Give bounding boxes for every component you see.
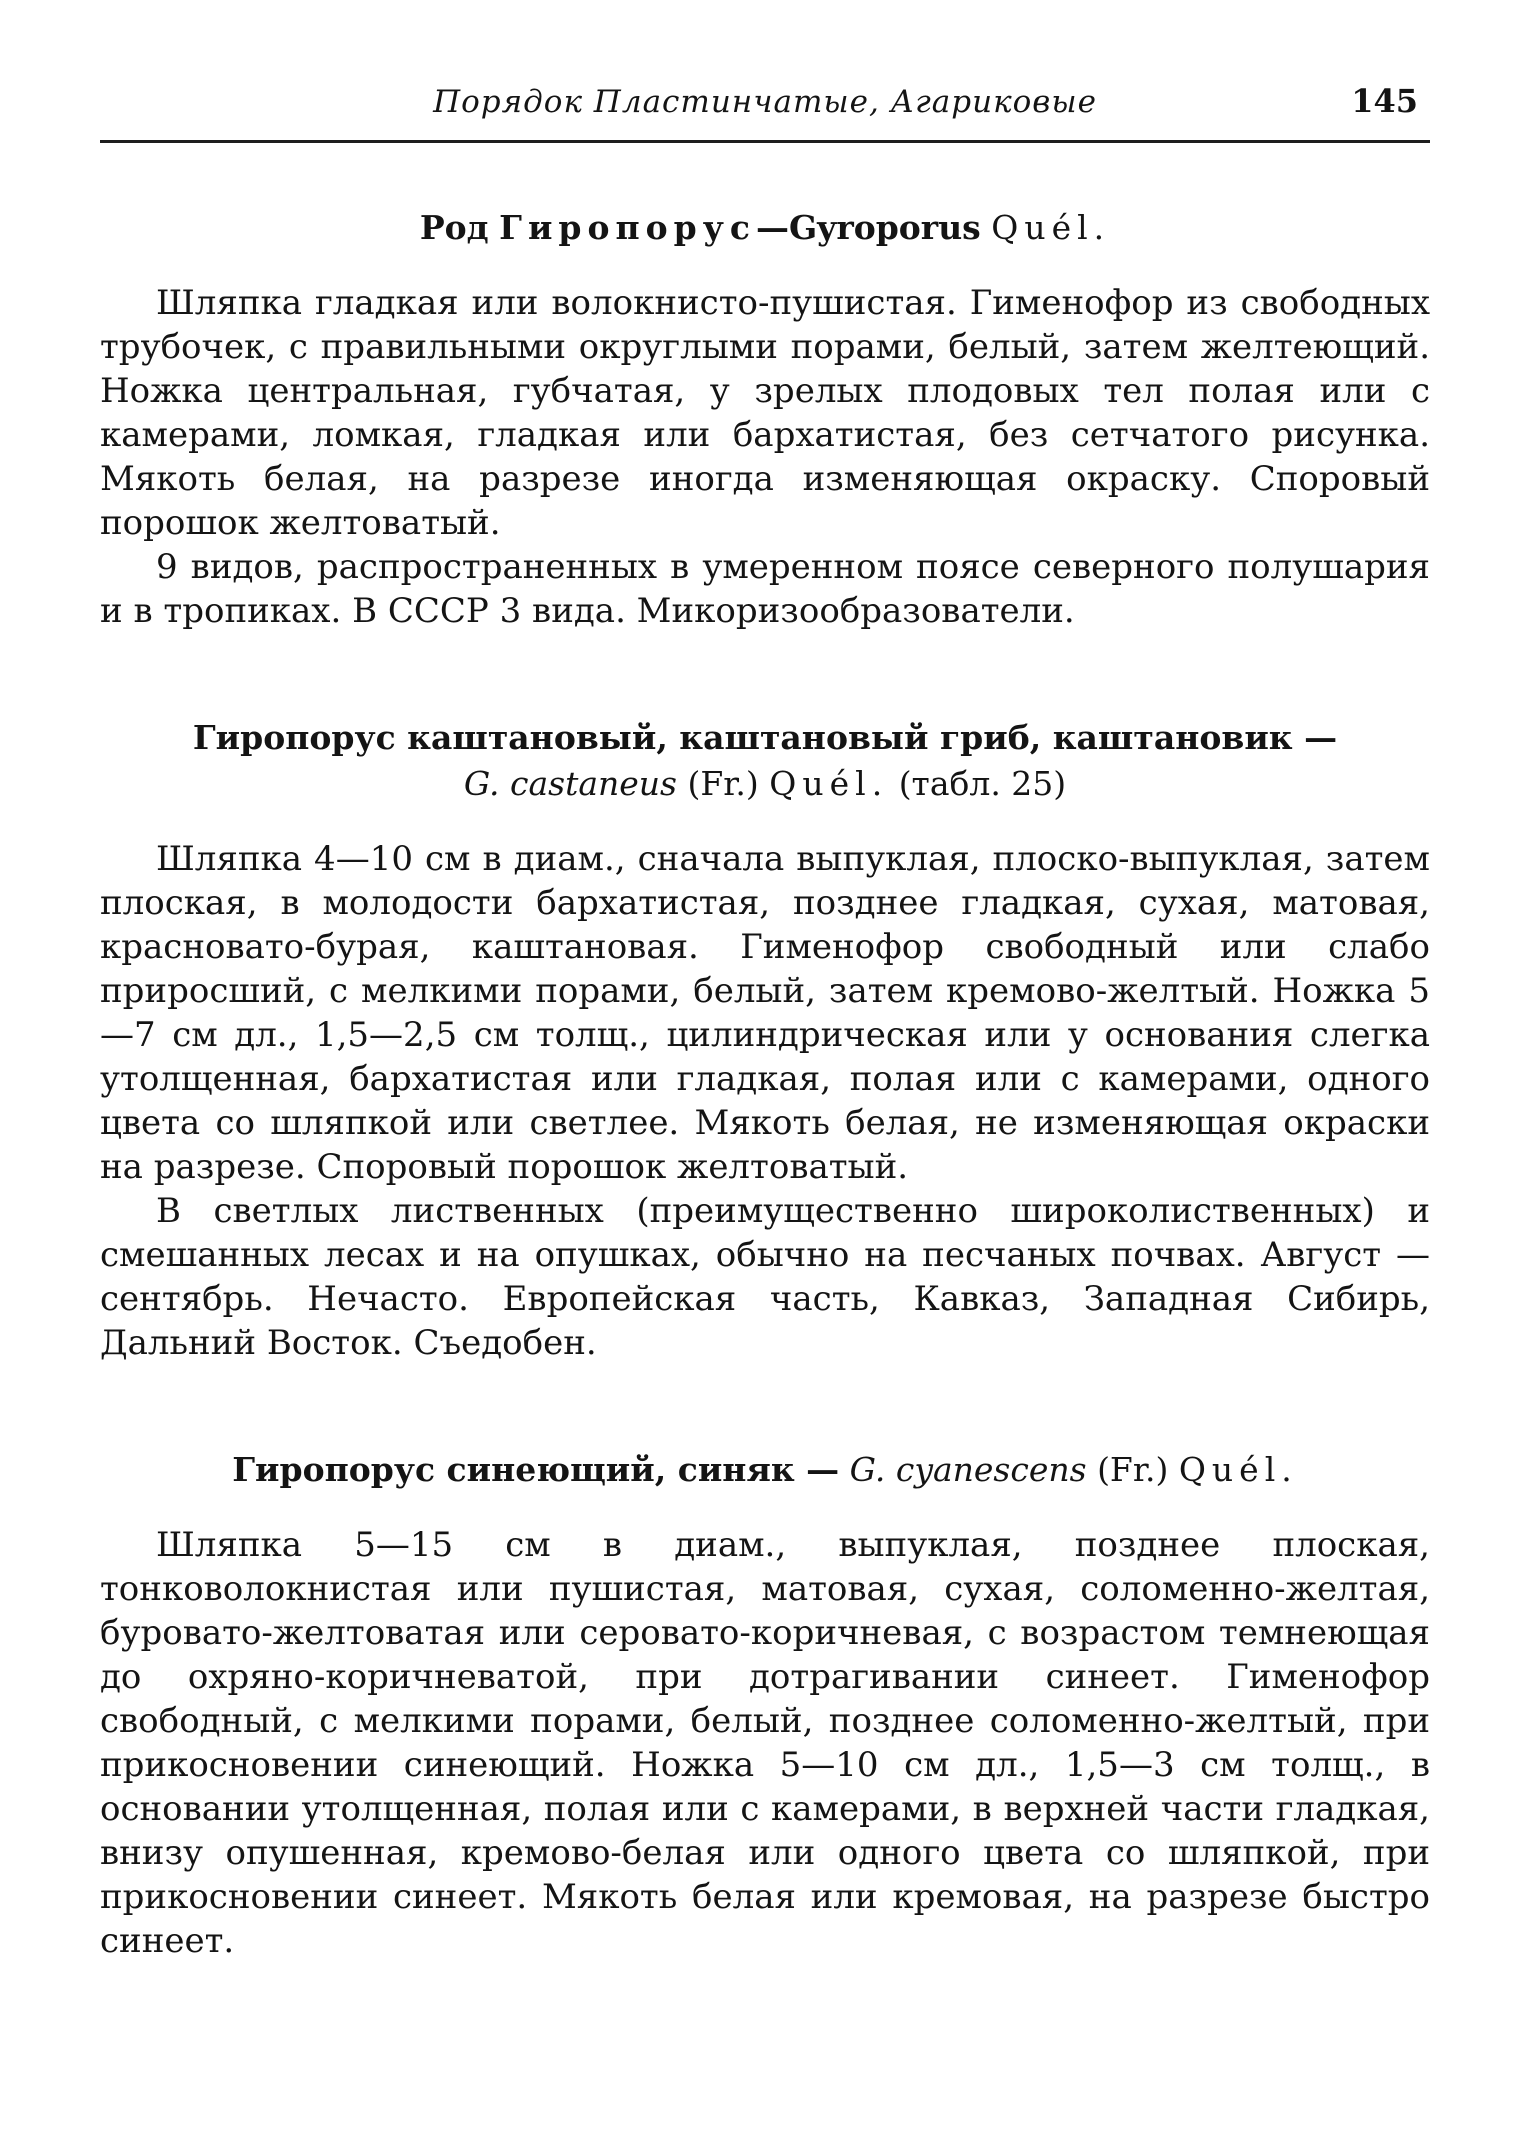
genus-dash: — (755, 208, 789, 247)
species-heading-castaneus (100, 715, 1430, 807)
genus-heading (100, 205, 1430, 251)
genus-name-latin: Gyroporus (788, 208, 981, 247)
paragraph: Шляпка гладкая или волокнисто-пушистая. Гименофор из свободных трубочек, с правильными округлыми порами, белый, затем желтеющий. Ножка центральная, губчатая, у зрелых плодовых тел полая или с камерами, ломкая, гладкая или бархатистая, без сетчатого рисунка. Мякоть белая, на разрезе иногда изменяющая окраску. Споровый порошок желтоватый. (100, 283, 1430, 543)
genus-description (100, 281, 1430, 633)
species-author: Quél. (769, 764, 889, 803)
species-description-cyanescens (100, 1523, 1430, 1963)
species-description-castaneus (100, 837, 1430, 1365)
species-basionym-author: (Fr.) (1097, 1450, 1169, 1489)
plate-reference: (табл. 25) (898, 764, 1067, 803)
genus-author: Quél. (991, 208, 1111, 247)
species-latin-name: G. cyanescens (849, 1450, 1087, 1489)
species-common-names: Гиропорус синеющий, синяк — (232, 1450, 840, 1489)
genus-name-ru: Гиропорус (499, 208, 756, 247)
paragraph: В светлых лиственных (преимущественно широколиственных) и смешанных лесах и на опушках, обычно на песчаных почвах. Август — сентябрь. Нечасто. Европейская часть, Кавказ, Западная Сибирь, Дальний Восток. Съедобен. (100, 1191, 1430, 1363)
species-heading-cyanescens (100, 1447, 1430, 1493)
paragraph: Шляпка 4—10 см в диам., сначала выпуклая, плоско-выпуклая, затем плоская, в молодости бархатистая, позднее гладкая, сухая, матовая, красновато-бурая, каштановая. Гименофор свободный или слабо приросший, с мелкими порами, белый, затем кремово-желтый. Ножка 5—7 см дл., 1,5—2,5 см толщ., цилиндрическая или у основания слегка утолщенная, бархатистая или гладкая, полая или с камерами, одного цвета со шляпкой или светлее. Мякоть белая, не изменяющая окраски на разрезе. Споровый порошок желтоватый. (100, 839, 1430, 1187)
species-basionym-author: (Fr.) (687, 764, 759, 803)
species-author: Quél. (1178, 1450, 1298, 1489)
running-header (100, 82, 1430, 143)
species-common-names: Гиропорус каштановый, каштановый гриб, каштановик — (192, 718, 1338, 757)
species-latin-name: G. castaneus (463, 764, 677, 803)
book-page (100, 82, 1430, 1963)
page-number: 145 (1351, 82, 1418, 120)
paragraph: 9 видов, распространенных в умеренном поясе северного полушария и в тропиках. В СССР 3 вида. Микоризообразователи. (100, 547, 1430, 631)
paragraph: Шляпка 5—15 см в диам., выпуклая, позднее плоская, тонковолокнистая или пушистая, матовая, сухая, соломенно-желтая, буровато-желтоватая или серовато-коричневая, с возрастом темнеющая до охряно-коричневатой, при дотрагивании синеет. Гименофор свободный, с мелкими порами, белый, позднее соломенно-желтый, при прикосновении синеющий. Ножка 5—10 см дл., 1,5—3 см толщ., в основании утолщенная, полая или с камерами, в верхней части гладкая, внизу опушенная, кремово-белая или одного цвета со шляпкой, при прикосновении синеет. Мякоть белая или кремовая, на разрезе быстро синеет. (100, 1525, 1430, 1961)
genus-prefix: Род (419, 208, 489, 247)
running-title: Порядок Пластинчатые, Агариковые (433, 84, 1097, 120)
